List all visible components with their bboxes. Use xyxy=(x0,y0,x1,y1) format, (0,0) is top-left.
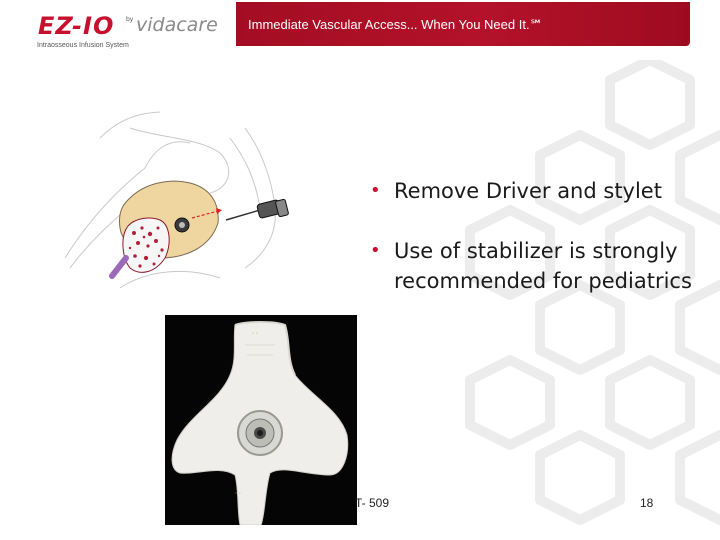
svg-text:◦ ◦: ◦ ◦ xyxy=(235,491,241,497)
stabilizer-photo xyxy=(165,315,357,525)
bullet-text: Remove Driver and stylet xyxy=(394,179,662,203)
bullet-remove-driver xyxy=(368,176,698,206)
banner-tagline: Immediate Vascular Access... When You Need It.℠ xyxy=(248,17,543,32)
page-number: 18 xyxy=(640,496,654,510)
bullet-text: Use of stabilizer is strongly recommended for pediatrics xyxy=(394,239,692,293)
bullet-stabilizer xyxy=(368,236,698,296)
bullet-list xyxy=(368,176,698,296)
logo-mark: EZ-IO xyxy=(38,12,115,40)
footer-document-id: T- 509 xyxy=(355,496,390,510)
honeycomb-watermark xyxy=(380,60,720,540)
logo-by: by xyxy=(126,16,134,23)
svg-text:◦ ◦: ◦ ◦ xyxy=(252,331,258,337)
ez-io-logo xyxy=(0,0,235,55)
bullet-dot: • xyxy=(370,180,381,201)
needle-removal-illustration xyxy=(60,108,320,298)
logo-subtitle: Intraosseous Infusion System xyxy=(37,42,129,49)
vidacare-brand: vidacare xyxy=(136,14,218,36)
header-banner xyxy=(236,2,690,46)
bullet-dot: • xyxy=(370,240,381,261)
